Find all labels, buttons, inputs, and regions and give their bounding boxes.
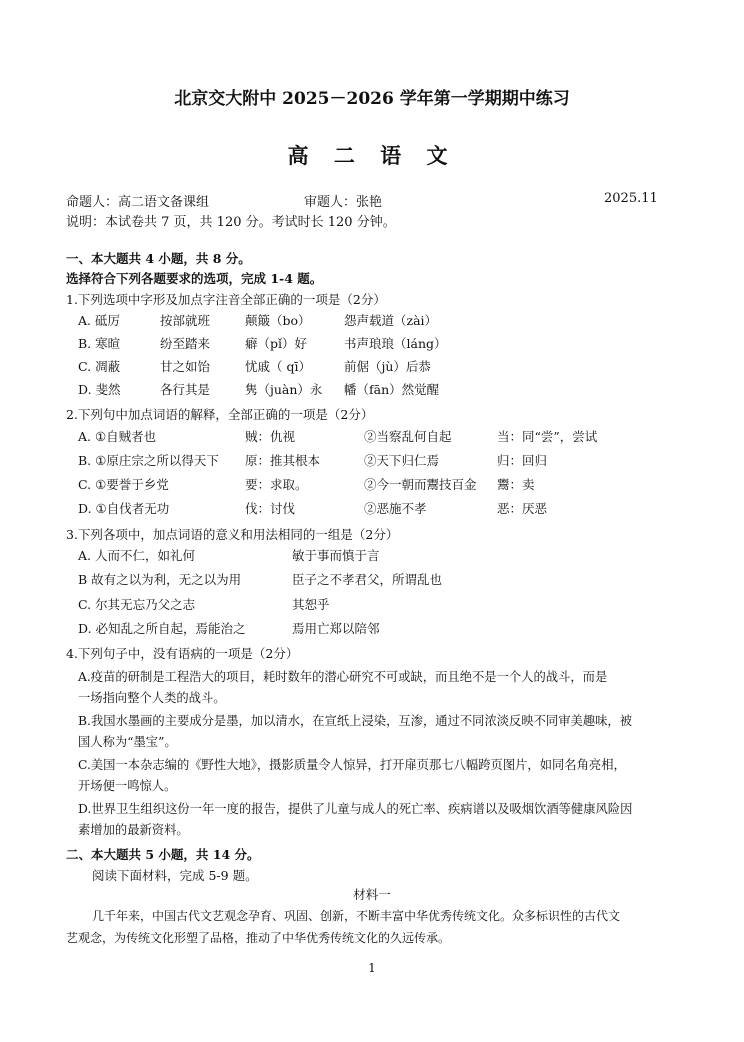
q1-option-text: 怨声载道（zài）: [344, 313, 438, 328]
q3-option-text: C. 尔其无忘乃父之志: [78, 597, 196, 612]
q3-option-text: B 故有之以为利，无之以为用: [78, 572, 242, 587]
q2-option-a: [0, 427, 744, 445]
q1-option-text: 纷至踏来: [160, 336, 211, 351]
q3-option-text: D. 必知乱之所自起，焉能治之: [78, 621, 246, 636]
q2-stem: 2.下列句中加点词语的解释，全部正确的一项是（2分）: [66, 407, 374, 422]
q3-option-text: 焉用亡郑以陪邻: [292, 621, 380, 636]
q1-option-text: 按部就班: [160, 313, 211, 328]
q1-option-b: [0, 334, 744, 352]
q2-option-text: ②当察乱何自起: [364, 429, 452, 444]
material-title: 材料一: [353, 887, 391, 902]
q4-option-d-line2: 素增加的最新资料。: [78, 823, 189, 837]
q2-option-text: B. ①原庄宗之所以得天下: [78, 453, 219, 468]
q1-option-text: 隽（juàn）永: [245, 382, 323, 397]
q4-option-c-line2: 开场便一鸣惊人。: [78, 779, 177, 793]
q3-option-a: [0, 546, 744, 564]
instructions: 说明：本试卷共 7 页，共 120 分。考试时长 120 分钟。: [66, 215, 396, 230]
q4-option-b-line1: B.我国水墨画的主要成分是墨，加以清水，在宣纸上浸染，互渗，通过不同浓淡反映不同审美趣味，被: [78, 714, 633, 728]
q1-option-text: 忧戚（ qī）: [245, 359, 311, 374]
material-line: 几千年来，中国古代文艺观念孕育、巩固、创新，不断丰富中华优秀传统文化。众多标识性的古代文: [92, 909, 621, 923]
page-number: 1: [368, 961, 376, 975]
q1-option-text: 幡（fān）然觉醒: [344, 382, 440, 397]
q2-option-text: D. ①自伐者无功: [78, 501, 170, 516]
q1-option-c: [0, 357, 744, 375]
q2-option-text: 原：推其根本: [245, 453, 321, 468]
q2-option-c: [0, 475, 744, 493]
section1-heading: 一、本大题共 4 小题，共 8 分。: [66, 251, 251, 266]
q3-option-text: 其恕乎: [292, 597, 330, 612]
q1-option-text: 甘之如饴: [160, 359, 211, 374]
q1-option-text: A. 砥厉: [78, 313, 120, 328]
q3-option-text: 敏于事而慎于言: [292, 548, 380, 563]
q2-option-d: [0, 499, 744, 517]
q1-option-text: D. 斐然: [78, 382, 121, 397]
q3-option-text: A. 人而不仁，如礼何: [78, 548, 195, 563]
exam-school-title: 北京交大附中 2025－2026 学年第一学期期中练习: [174, 89, 570, 109]
q4-option-b-line2: 国人称为“墨宝”。: [78, 735, 177, 749]
q1-option-text: 颠簸（bo）: [245, 313, 311, 328]
q2-option-text: ②天下归仁焉: [364, 453, 440, 468]
q2-option-text: C. ①要誉于乡党: [78, 477, 169, 492]
q1-option-text: 各行其是: [160, 382, 211, 397]
q3-stem: 3.下列各项中，加点词语的意义和用法相同的一组是（2分）: [66, 527, 399, 542]
q2-option-text: ②恶施不孝: [364, 501, 427, 516]
q2-option-b: [0, 451, 744, 469]
q4-option-a-line2: 一场指向整个人类的战斗。: [78, 691, 226, 705]
q1-option-text: 癖（pǐ）好: [245, 336, 307, 351]
q2-option-text: 当：同“尝”，尝试: [497, 429, 598, 444]
q1-stem: 1.下列选项中字形及加点字注音全部正确的一项是（2分）: [66, 292, 386, 307]
section2-heading: 二、本大题共 5 小题，共 14 分。: [66, 847, 260, 862]
author-line: 命题人：高二语文备课组: [66, 195, 210, 210]
q1-option-text: C. 凋蔽: [78, 359, 121, 374]
section2-intro: 阅读下面材料，完成 5-9 题。: [92, 868, 258, 883]
q1-option-text: 前倨（jù）后恭: [344, 359, 431, 374]
q2-option-text: 伐：讨伐: [245, 501, 296, 516]
q3-option-text: 臣子之不孝君父，所谓乱也: [292, 572, 443, 587]
exam-subject-title: 高 二 语 文: [287, 143, 457, 168]
section1-intro: 选择符合下列各题要求的选项，完成 1-4 题。: [66, 271, 323, 286]
q2-option-text: ②今一朝而鬻技百金: [364, 477, 477, 492]
q2-option-text: 归：回归: [497, 453, 548, 468]
reviewer-line: 审题人：张艳: [304, 195, 383, 210]
q2-option-text: 鬻：卖: [497, 477, 535, 492]
q4-stem: 4.下列句子中，没有语病的一项是（2分）: [66, 646, 299, 661]
q3-option-d: [0, 619, 744, 637]
q1-option-text: 书声琅琅（láng）: [344, 336, 447, 351]
q2-option-text: 贼：仇视: [245, 429, 296, 444]
q4-option-a-line1: A.疫苗的研制是工程浩大的项目，耗时数年的潜心研究不可或缺，而且绝不是一个人的战斗，而是: [78, 670, 608, 684]
q4-option-d-line1: D.世界卫生组织这份一年一度的报告，提供了儿童与成人的死亡率、疾病谱以及吸烟饮酒等健康风险因: [78, 802, 633, 816]
q1-option-a: [0, 311, 744, 329]
exam-date: 2025.11: [604, 191, 658, 206]
q3-option-c: [0, 595, 744, 613]
q1-option-text: B. 寒暄: [78, 336, 121, 351]
material-line: 艺观念，为传统文化形塑了品格，推动了中华优秀传统文化的久远传承。: [66, 931, 451, 945]
q2-option-text: 恶：厌恶: [497, 501, 548, 516]
q4-option-c-line1: C.美国一本杂志编的《野性大地》，摄影质量令人惊异，打开扉页那七八幅跨页图片，如同名角亮相，: [78, 758, 626, 772]
q1-option-d: [0, 380, 744, 398]
q3-option-b: [0, 570, 744, 588]
q2-option-text: 要：求取。: [245, 477, 308, 492]
q2-option-text: A. ①自贼者也: [78, 429, 157, 444]
